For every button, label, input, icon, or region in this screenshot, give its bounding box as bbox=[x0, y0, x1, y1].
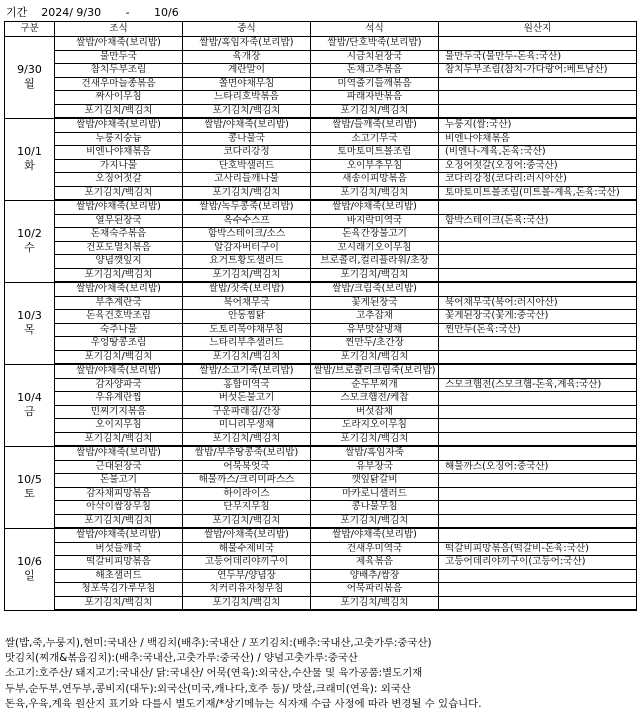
dinner-cell: 미역줄기들깨볶음 bbox=[311, 77, 439, 91]
menu-row bbox=[5, 200, 637, 214]
dinner-cell: 쌀밥/들깨죽(보리밥) bbox=[311, 118, 439, 132]
origin-cell bbox=[439, 528, 637, 542]
dinner-cell: 쌀밥/크림죽(보리밥) bbox=[311, 282, 439, 296]
lunch-cell: 쌀밥/흑임자죽(보리밥) bbox=[183, 37, 311, 51]
dinner-cell: 포기김치/백김치 bbox=[311, 350, 439, 364]
breakfast-cell: 열무된장국 bbox=[55, 214, 183, 228]
dinner-cell: 소고기무국 bbox=[311, 132, 439, 146]
origin-cell bbox=[439, 487, 637, 501]
menu-row bbox=[5, 146, 637, 160]
menu-row bbox=[5, 118, 637, 132]
menu-row bbox=[5, 159, 637, 173]
day-cell bbox=[5, 364, 55, 446]
breakfast-cell: 감자채피망볶음 bbox=[55, 487, 183, 501]
breakfast-cell: 포기김치/백김치 bbox=[55, 104, 183, 118]
lunch-cell: 포기김치/백김치 bbox=[183, 350, 311, 364]
day-cell bbox=[5, 528, 55, 610]
origin-cell bbox=[439, 446, 637, 460]
menu-row bbox=[5, 542, 637, 556]
origin-cell bbox=[439, 419, 637, 433]
origin-cell bbox=[439, 37, 637, 51]
breakfast-cell: 양념깻잎지 bbox=[55, 255, 183, 269]
origin-cell: 해물까스(오징어:중국산) bbox=[439, 460, 637, 474]
lunch-cell: 어묵북엇국 bbox=[183, 460, 311, 474]
dinner-cell: 브로콜리,컬리플라워/초장 bbox=[311, 255, 439, 269]
lunch-cell: 미니리무생채 bbox=[183, 419, 311, 433]
breakfast-cell: 해초샐러드 bbox=[55, 569, 183, 583]
lunch-cell: 고등어데리야끼구이 bbox=[183, 556, 311, 570]
dinner-cell: 포기김치/백김치 bbox=[311, 186, 439, 200]
dinner-cell: 건새우미역국 bbox=[311, 542, 439, 556]
menu-row bbox=[5, 556, 637, 570]
breakfast-cell: 건새우마늘종볶음 bbox=[55, 77, 183, 91]
day-weekday: 금 bbox=[24, 405, 35, 418]
dinner-cell: 파래자반볶음 bbox=[311, 91, 439, 105]
menu-row bbox=[5, 419, 637, 433]
day-date: 9/30 bbox=[17, 63, 42, 77]
menu-row bbox=[5, 323, 637, 337]
menu-row bbox=[5, 255, 637, 269]
breakfast-cell: 숙주나물 bbox=[55, 323, 183, 337]
menu-row bbox=[5, 364, 637, 378]
dinner-cell: 포기김치/백김치 bbox=[311, 596, 439, 610]
breakfast-cell: 가지나물 bbox=[55, 159, 183, 173]
dinner-cell: 포기김치/백김치 bbox=[311, 432, 439, 446]
menu-row bbox=[5, 282, 637, 296]
breakfast-cell: 포기김치/백김치 bbox=[55, 432, 183, 446]
menu-row bbox=[5, 514, 637, 528]
day-weekday: 목 bbox=[24, 323, 35, 336]
breakfast-cell: 쌀밥/야채죽(보리밥) bbox=[55, 528, 183, 542]
header-lunch: 중식 bbox=[183, 22, 311, 37]
menu-row bbox=[5, 104, 637, 118]
lunch-cell: 도토리묵야채무침 bbox=[183, 323, 311, 337]
menu-row bbox=[5, 569, 637, 583]
day-cell bbox=[5, 200, 55, 282]
lunch-cell: 북어채무국 bbox=[183, 296, 311, 310]
breakfast-cell: 버섯들깨국 bbox=[55, 542, 183, 556]
lunch-cell: 포기김치/백김치 bbox=[183, 104, 311, 118]
lunch-cell: 쌀밥/아채죽(보리밥) bbox=[183, 528, 311, 542]
menu-row bbox=[5, 186, 637, 200]
breakfast-cell: 돈육건호박조림 bbox=[55, 310, 183, 324]
origin-cell bbox=[439, 432, 637, 446]
origin-cell bbox=[439, 350, 637, 364]
note-line: 소고기:호주산/ 돼지고기:국내산/ 닭:국내산/ 어묵(연육):외국산,수산물 및 육가공품:별도기재 bbox=[5, 667, 423, 680]
day-date: 10/4 bbox=[17, 391, 42, 404]
menu-row bbox=[5, 296, 637, 310]
menu-body bbox=[5, 37, 637, 611]
origin-cell: 물만두국(물만두-돈육:국산) bbox=[439, 50, 637, 64]
lunch-cell: 쌀밥/부추땅콩죽(보리밥) bbox=[183, 446, 311, 460]
period-label: 기간 2024/ 9/30 - 10/6 bbox=[6, 6, 179, 19]
menu-row bbox=[5, 64, 637, 78]
header-row bbox=[5, 22, 637, 37]
origin-cell bbox=[439, 596, 637, 610]
menu-row bbox=[5, 432, 637, 446]
note-line: 쌀(밥,죽,누룽지),현미:국내산 / 백김치(배추):국내산 / 포기김치:(배추:국내산,고춧가루:중국산) bbox=[5, 637, 432, 649]
day-date: 10/1 bbox=[17, 145, 42, 158]
origin-cell: 함박스테이크(돈육:국산) bbox=[439, 214, 637, 228]
dinner-cell: 바지락미역국 bbox=[311, 214, 439, 228]
dinner-cell: 쌀밥/브로콜리크림죽(보리밥) bbox=[311, 364, 439, 378]
header-dinner: 석식 bbox=[311, 22, 439, 37]
dinner-cell: 꼬시래기오이무침 bbox=[311, 241, 439, 255]
lunch-cell: 계란말이 bbox=[183, 64, 311, 78]
dinner-cell: 어묵파리볶음 bbox=[311, 583, 439, 597]
lunch-cell: 하이라이스 bbox=[183, 487, 311, 501]
menu-row bbox=[5, 596, 637, 610]
dinner-cell: 포기김치/백김치 bbox=[311, 268, 439, 282]
dinner-cell: 쌀밥/야채죽(보리밥) bbox=[311, 200, 439, 214]
dinner-cell: 쌀밥/흑임자죽 bbox=[311, 446, 439, 460]
note-line: 돈육,우육,계육 원산지 표기와 다를시 별도기재/*상기메뉴는 식자재 수급 사정에 따라 변경될 수 있습니다. bbox=[5, 697, 482, 710]
menu-row bbox=[5, 77, 637, 91]
day-date: 10/6 bbox=[17, 555, 42, 568]
breakfast-cell: 우유계란찜 bbox=[55, 392, 183, 406]
menu-table bbox=[4, 21, 637, 611]
menu-row bbox=[5, 501, 637, 515]
breakfast-cell: 오징어젓갈 bbox=[55, 173, 183, 187]
origin-cell: 참치두부조림(참치-가다랑어:베트남산) bbox=[439, 64, 637, 78]
lunch-cell: 포기김치/백김치 bbox=[183, 268, 311, 282]
dinner-cell: 찐만두/초간장 bbox=[311, 337, 439, 351]
menu-row bbox=[5, 173, 637, 187]
dinner-cell: 마카로니샐러드 bbox=[311, 487, 439, 501]
breakfast-cell: 청포묵김가루무침 bbox=[55, 583, 183, 597]
breakfast-cell: 포기김치/백김치 bbox=[55, 186, 183, 200]
origin-cell: 비엔나야채볶음 bbox=[439, 132, 637, 146]
menu-row bbox=[5, 37, 637, 51]
day-weekday: 화 bbox=[24, 159, 35, 172]
note-line: 두부,순두부,연두부,콩비지(대두):외국산(미국,캐나다,호주 등)/ 맛살,크래미(연육): 외국산 bbox=[5, 682, 411, 695]
origin-cell: 떡갈비피망볶음(떡갈비-돈육:국산) bbox=[439, 542, 637, 556]
menu-row bbox=[5, 91, 637, 105]
origin-cell bbox=[439, 501, 637, 515]
lunch-cell: 알감자버터구이 bbox=[183, 241, 311, 255]
origin-cell: 토마토미트볼조림(미트볼-계육,돈육:국산) bbox=[439, 186, 637, 200]
lunch-cell: 요거트황도샐러드 bbox=[183, 255, 311, 269]
origin-cell: (비엔나-계육,돈육:국산) bbox=[439, 146, 637, 160]
origin-cell bbox=[439, 268, 637, 282]
menu-row bbox=[5, 583, 637, 597]
day-cell bbox=[5, 282, 55, 364]
origin-cell bbox=[439, 241, 637, 255]
dinner-cell: 토마토미트볼조림 bbox=[311, 146, 439, 160]
origin-cell bbox=[439, 255, 637, 269]
day-date: 10/5 bbox=[17, 473, 42, 486]
breakfast-cell: 쌀밥/야채죽(보리밥) bbox=[55, 446, 183, 460]
breakfast-cell: 우엉땅콩조림 bbox=[55, 337, 183, 351]
lunch-cell: 쌀밥/녹두콩죽(보리밥) bbox=[183, 200, 311, 214]
origin-cell bbox=[439, 364, 637, 378]
dinner-cell: 오이부추무침 bbox=[311, 159, 439, 173]
menu-row bbox=[5, 310, 637, 324]
origin-notes bbox=[5, 636, 637, 712]
dinner-cell: 꽃게된장국 bbox=[311, 296, 439, 310]
lunch-cell: 버섯돈불고기 bbox=[183, 392, 311, 406]
breakfast-cell: 짜사이무침 bbox=[55, 91, 183, 105]
origin-cell: 코다리강정(코다리:러시아산) bbox=[439, 173, 637, 187]
origin-cell bbox=[439, 282, 637, 296]
dinner-cell: 돈육간장불고기 bbox=[311, 228, 439, 242]
menu-row bbox=[5, 392, 637, 406]
lunch-cell: 안동찜닭 bbox=[183, 310, 311, 324]
menu-row bbox=[5, 228, 637, 242]
lunch-cell: 옥수수스프 bbox=[183, 214, 311, 228]
breakfast-cell: 쌀밥/야채죽(보리밥) bbox=[55, 200, 183, 214]
header-category: 구분 bbox=[5, 22, 55, 37]
menu-row bbox=[5, 241, 637, 255]
breakfast-cell: 누룽지숭늉 bbox=[55, 132, 183, 146]
origin-cell bbox=[439, 91, 637, 105]
origin-cell bbox=[439, 228, 637, 242]
day-date: 10/2 bbox=[17, 227, 42, 240]
menu-row bbox=[5, 528, 637, 542]
breakfast-cell: 아삭이쌈장무침 bbox=[55, 501, 183, 515]
breakfast-cell: 포기김치/백김치 bbox=[55, 514, 183, 528]
breakfast-cell: 비엔나야채볶음 bbox=[55, 146, 183, 160]
lunch-cell: 쌀밥/잣죽(보리밥) bbox=[183, 282, 311, 296]
dinner-cell: 유부맛살냉채 bbox=[311, 323, 439, 337]
dinner-cell: 깻잎닭갈비 bbox=[311, 474, 439, 488]
origin-cell bbox=[439, 474, 637, 488]
origin-cell: 북어채무국(북어:러시아산) bbox=[439, 296, 637, 310]
origin-cell bbox=[439, 514, 637, 528]
dinner-cell: 도라지오이무침 bbox=[311, 419, 439, 433]
breakfast-cell: 포기김치/백김치 bbox=[55, 268, 183, 282]
dinner-cell: 고추잡채 bbox=[311, 310, 439, 324]
breakfast-cell: 민찌기지볶음 bbox=[55, 405, 183, 419]
breakfast-cell: 참치두부조림 bbox=[55, 64, 183, 78]
menu-row bbox=[5, 474, 637, 488]
origin-cell: 꽃게된장국(꽃게:중국산) bbox=[439, 310, 637, 324]
lunch-cell: 홍합미역국 bbox=[183, 378, 311, 392]
lunch-cell: 콩나물국 bbox=[183, 132, 311, 146]
breakfast-cell: 돈채숙주볶음 bbox=[55, 228, 183, 242]
day-cell bbox=[5, 37, 55, 119]
dinner-cell: 쌀밥/야채죽(보리밥) bbox=[311, 528, 439, 542]
origin-cell bbox=[439, 583, 637, 597]
lunch-cell: 쌀밥/소고기죽(보리밥) bbox=[183, 364, 311, 378]
breakfast-cell: 떡갈비피망볶음 bbox=[55, 556, 183, 570]
header-breakfast: 조식 bbox=[55, 22, 183, 37]
breakfast-cell: 포기김치/백김치 bbox=[55, 350, 183, 364]
lunch-cell: 육개장 bbox=[183, 50, 311, 64]
lunch-cell: 단호박샐러드 bbox=[183, 159, 311, 173]
menu-row bbox=[5, 487, 637, 501]
day-cell bbox=[5, 118, 55, 200]
menu-row bbox=[5, 132, 637, 146]
lunch-cell: 고사리들깨나물 bbox=[183, 173, 311, 187]
menu-row bbox=[5, 337, 637, 351]
menu-row bbox=[5, 405, 637, 419]
menu-row bbox=[5, 214, 637, 228]
menu-row bbox=[5, 268, 637, 282]
origin-cell: 스모크햄전(스모크햄-돈육,계육:국산) bbox=[439, 378, 637, 392]
day-weekday: 일 bbox=[24, 569, 35, 582]
day-weekday: 수 bbox=[24, 241, 35, 254]
origin-cell bbox=[439, 200, 637, 214]
dinner-cell: 제육볶음 bbox=[311, 556, 439, 570]
lunch-cell: 해물까스/크리미파스스 bbox=[183, 474, 311, 488]
dinner-cell: 유부장국 bbox=[311, 460, 439, 474]
origin-cell bbox=[439, 77, 637, 91]
dinner-cell: 새송이피망볶음 bbox=[311, 173, 439, 187]
breakfast-cell: 오이지무침 bbox=[55, 419, 183, 433]
lunch-cell: 연두부/양념장 bbox=[183, 569, 311, 583]
lunch-cell: 느타리부추샐러드 bbox=[183, 337, 311, 351]
dinner-cell: 스모크햄전/케찹 bbox=[311, 392, 439, 406]
breakfast-cell: 쌀밥/야채죽(보리밥) bbox=[55, 118, 183, 132]
origin-cell bbox=[439, 104, 637, 118]
lunch-cell: 포기김치/백김치 bbox=[183, 514, 311, 528]
dinner-cell: 돈채고추볶음 bbox=[311, 64, 439, 78]
lunch-cell: 쫄면야채무침 bbox=[183, 77, 311, 91]
dinner-cell: 양배추/쌈장 bbox=[311, 569, 439, 583]
breakfast-cell: 물만두국 bbox=[55, 50, 183, 64]
lunch-cell: 코다리강정 bbox=[183, 146, 311, 160]
menu-row bbox=[5, 460, 637, 474]
origin-cell bbox=[439, 392, 637, 406]
origin-cell: 찐만두(돈육:국산) bbox=[439, 323, 637, 337]
origin-cell: 고등어데리야끼구이(고등어:국산) bbox=[439, 556, 637, 570]
origin-cell bbox=[439, 405, 637, 419]
lunch-cell: 함박스테이크/소스 bbox=[183, 228, 311, 242]
dinner-cell: 포기김치/백김치 bbox=[311, 104, 439, 118]
dinner-cell: 순두부찌개 bbox=[311, 378, 439, 392]
origin-cell: 누룽지(쌀:국산) bbox=[439, 118, 637, 132]
lunch-cell: 포기김치/백김치 bbox=[183, 186, 311, 200]
breakfast-cell: 감자양파국 bbox=[55, 378, 183, 392]
lunch-cell: 포기김치/백김치 bbox=[183, 596, 311, 610]
day-weekday: 월 bbox=[24, 77, 35, 91]
lunch-cell: 해물수제비국 bbox=[183, 542, 311, 556]
dinner-cell: 포기김치/백김치 bbox=[311, 514, 439, 528]
lunch-cell: 구운파래김/간장 bbox=[183, 405, 311, 419]
menu-row bbox=[5, 350, 637, 364]
day-weekday: 토 bbox=[24, 487, 35, 500]
breakfast-cell: 포기김치/백김치 bbox=[55, 596, 183, 610]
origin-cell bbox=[439, 569, 637, 583]
menu-row bbox=[5, 378, 637, 392]
header-origin: 원산지 bbox=[439, 22, 637, 37]
dinner-cell: 콩나물무침 bbox=[311, 501, 439, 515]
lunch-cell: 단무지무침 bbox=[183, 501, 311, 515]
breakfast-cell: 쌀밥/아채죽(보리밥) bbox=[55, 282, 183, 296]
breakfast-cell: 건포도멸치볶음 bbox=[55, 241, 183, 255]
day-date: 10/3 bbox=[17, 309, 42, 322]
menu-row bbox=[5, 446, 637, 460]
breakfast-cell: 쌀밥/아채죽(보리밥) bbox=[55, 37, 183, 51]
lunch-cell: 쌀밥/야채죽(보리밥) bbox=[183, 118, 311, 132]
lunch-cell: 포기김치/백김치 bbox=[183, 432, 311, 446]
dinner-cell: 버섯잡채 bbox=[311, 405, 439, 419]
menu-row bbox=[5, 50, 637, 64]
lunch-cell: 느타리호박볶음 bbox=[183, 91, 311, 105]
breakfast-cell: 쌀밥/야채죽(보리밥) bbox=[55, 364, 183, 378]
breakfast-cell: 돈불고기 bbox=[55, 474, 183, 488]
note-line: 맛김치(찌개&볶음김치):(배추:국내산,고춧가루:중국산) / 양념고춧가루:중국산 bbox=[5, 652, 358, 665]
dinner-cell: 쌀밥/단호박죽(보리밥) bbox=[311, 37, 439, 51]
lunch-cell: 치커리유자청무침 bbox=[183, 583, 311, 597]
dinner-cell: 시금치된장국 bbox=[311, 50, 439, 64]
breakfast-cell: 근대된장국 bbox=[55, 460, 183, 474]
breakfast-cell: 부추계란국 bbox=[55, 296, 183, 310]
origin-cell: 오징어젓갈(오징어:중국산) bbox=[439, 159, 637, 173]
origin-cell bbox=[439, 337, 637, 351]
day-cell bbox=[5, 446, 55, 528]
